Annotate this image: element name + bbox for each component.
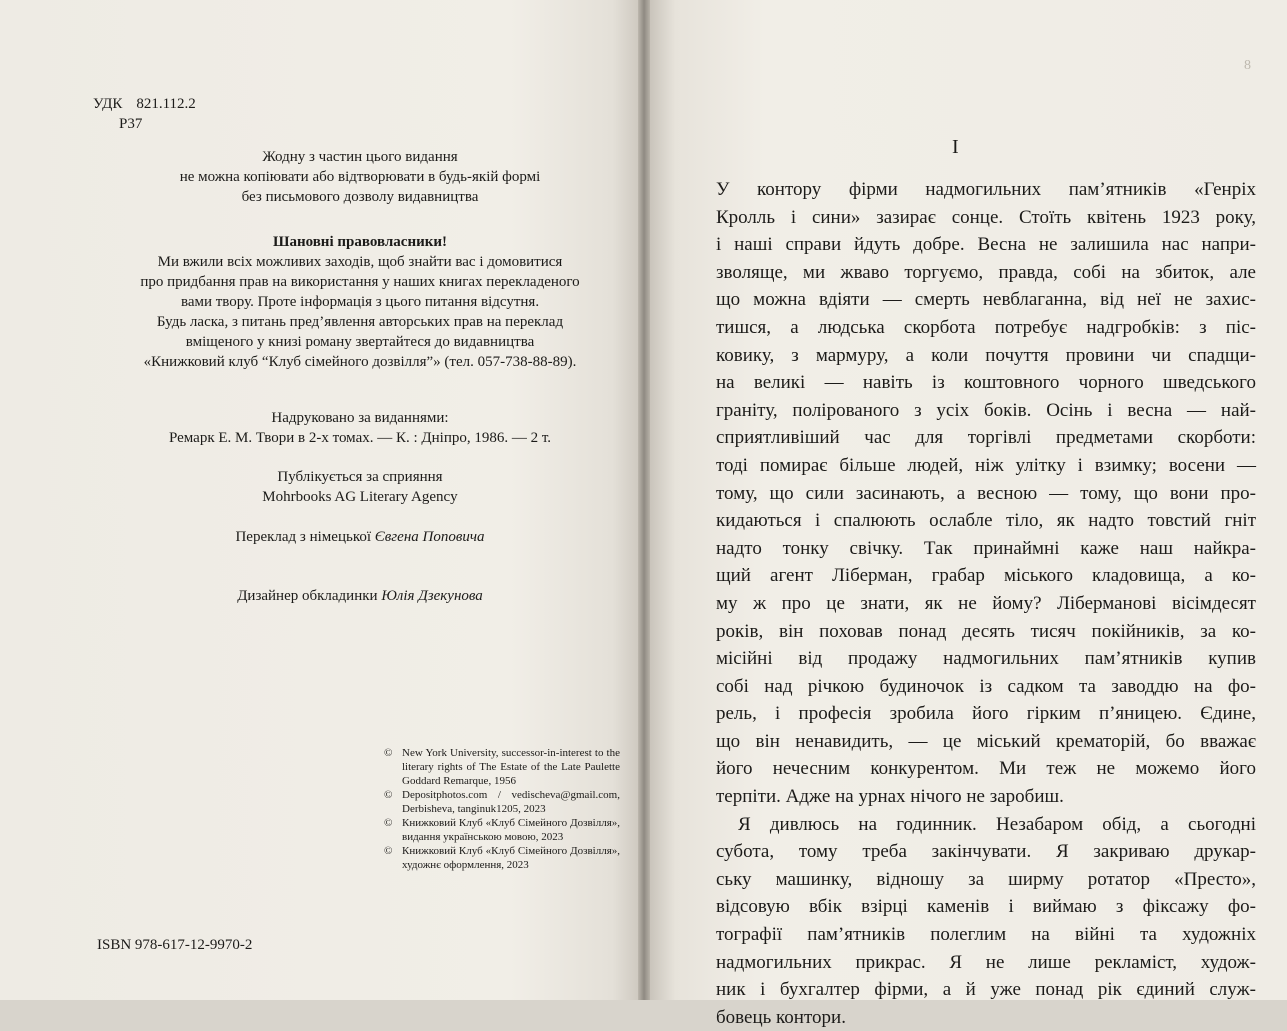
copy-notice-line: не можна копіювати або відтворювати в будь-якій формі — [179, 169, 541, 185]
body-line: тографії пам’ятників полеглим на війні та художніх — [716, 924, 1256, 946]
body-line: бовець контори. — [716, 1006, 846, 1028]
copyright-symbol: © — [384, 817, 393, 829]
translation-label: Переклад з німецької — [235, 529, 372, 545]
body-line: надто тонку свічку. Так принаймні каже наш найкра- — [716, 537, 1256, 559]
published-with-label: Публікується за сприяння — [277, 469, 443, 485]
copy-notice-line: Жодну з частин цього видання — [262, 149, 458, 165]
copy-notice — [90, 147, 630, 207]
book-gutter — [638, 0, 650, 1000]
body-line: Кролль і сини» зазирає сонце. Стоїть квітень 1923 року, — [716, 206, 1256, 228]
body-line: сприятливіший час для торгівлі предметами скорботи: — [716, 427, 1256, 449]
left-page — [0, 0, 638, 1000]
body-line: відсовую вбік взірці каменів і виймаю з фіксажу фо- — [716, 896, 1256, 918]
copyright-item — [384, 788, 620, 816]
body-line: собі над річкою будиночок із садком та заводдю на фо- — [716, 675, 1256, 697]
udk-label: УДК — [93, 96, 123, 112]
copyright-symbol: © — [384, 845, 393, 857]
body-line: місійні від продажу надмогильних пам’ятників купив — [716, 648, 1256, 670]
chapter-body — [716, 176, 1256, 1031]
body-line: Я дивлюсь на годинник. Незабаром обід, а сьогодні — [738, 813, 1256, 835]
body-line: кидаються і спалюють ослабле тіло, як надто товстий гніт — [716, 510, 1256, 532]
designer-credit — [90, 586, 630, 606]
printed-from-source: Ремарк Е. М. Твори в 2-х томах. — К. : Дніпро, 1986. — 2 т. — [168, 430, 552, 446]
rights-holders-notice — [90, 232, 630, 372]
rights-holders-line: «Книжковий клуб “Клуб сімейного дозвілля”» (тел. 057-738-88-89). — [143, 354, 577, 370]
copyright-item — [384, 844, 620, 872]
body-line: ську машинку, відношу за ширму ротатор «Престо», — [716, 868, 1256, 890]
body-line: тоді помирає більше людей, ніж улітку і взимку; восени — — [716, 454, 1256, 476]
copyright-item — [384, 816, 620, 844]
body-line: його нечесним конкурентом. Ми теж не можемо його — [716, 758, 1256, 780]
body-line: що можна вдіяти — смерть невблаганна, від неї не захис- — [716, 289, 1256, 311]
rights-holders-line: Будь ласка, з питань пред’явлення авторських прав на переклад — [156, 314, 564, 330]
body-line: У контору фірми надмогильних пам’ятників «Генріх — [716, 179, 1256, 200]
body-line: зволяще, ми жваво торгуємо, правда, собі на збиток, але — [716, 261, 1256, 283]
copyright-text: New York University, successor-in-interest to the literary rights of The Estate of the Late Paulette Goddard Remarque, 1956 — [402, 747, 620, 787]
body-line: тишся, а людська скорбота потребує надгробків: з піс- — [716, 316, 1256, 338]
body-line: ковику, з мармуру, а коли почуття провини чи спадщи- — [716, 344, 1256, 366]
printed-from-label: Надруковано за виданнями: — [271, 410, 449, 426]
chapter-number: I — [952, 136, 959, 158]
translator-name: Євгена Поповича — [374, 529, 485, 545]
copyright-text: Книжковий Клуб «Клуб Сімейного Дозвілля», видання українською мовою, 2023 — [402, 817, 620, 843]
udk-block — [93, 94, 210, 134]
copyright-symbol: © — [384, 747, 393, 759]
body-line: субота, тому треба закінчувати. Я закриваю друкар- — [716, 841, 1256, 863]
body-line: рель, і професія зробила його гірким п’яницею. Єдине, — [716, 703, 1256, 725]
copyright-symbol: © — [384, 789, 393, 801]
body-line: му ж про це знати, як не йому? Лібермановi вісімдесят — [716, 592, 1256, 614]
printed-from — [90, 408, 630, 448]
isbn: ISBN 978-617-12-9970-2 — [97, 937, 253, 953]
udk-code2: Р37 — [119, 116, 143, 132]
udk-code: 821.112.2 — [136, 96, 196, 112]
rights-holders-line: вами твору. Проте інформація з цього питання відсутня. — [180, 294, 540, 310]
body-line: років, він поховав понад десять тисяч покійників, за ко- — [716, 620, 1256, 642]
body-line: щий агент Ліберман, грабар міського кладовища, а ко- — [716, 565, 1256, 587]
body-line: і наші справи йдуть добре. Весна не залишила нас напри- — [716, 234, 1256, 256]
translation-credit — [90, 527, 630, 547]
body-line: що він ненавидить, — це міський крематорій, бо вважає — [716, 730, 1256, 752]
right-page — [650, 0, 1287, 1028]
copyright-text: Depositphotos.com / vedischeva@gmail.com, Derbisheva, tanginuk1205, 2023 — [402, 789, 620, 815]
copyright-text: Книжковий Клуб «Клуб Сімейного Дозвілля», художнє оформлення, 2023 — [402, 845, 620, 871]
page-number: 8 — [1244, 58, 1251, 73]
published-with — [90, 467, 630, 507]
rights-holders-title: Шановні правовласники! — [272, 234, 448, 250]
body-line: терпіти. Адже на урнах нічого не заробиш. — [716, 786, 1064, 808]
copy-notice-line: без письмового дозволу видавництва — [241, 189, 479, 205]
copyright-item — [384, 746, 620, 788]
body-line: надмогильних прикрас. Я не лише рекламіст, худож- — [716, 951, 1256, 973]
body-line: тому, що сили засинають, а весною — тому, що вони про- — [716, 482, 1256, 504]
designer-label: Дизайнер обкладинки — [237, 588, 378, 604]
copyright-block — [384, 746, 620, 872]
body-line: ник і бухгалтер фірми, а й уже понад рік єдиний служ- — [716, 979, 1256, 1001]
published-with-agency: Mohrbooks AG Literary Agency — [262, 489, 458, 505]
body-line: на великі — навіть із коштовного чорного шведського — [716, 372, 1256, 394]
designer-name: Юлія Дзекунова — [381, 588, 483, 604]
body-line: граніту, полірованого з усіх боків. Осінь і весна — най- — [716, 399, 1256, 421]
rights-holders-line: Ми вжили всіх можливих заходів, щоб знайти вас і домовитися — [157, 254, 563, 270]
rights-holders-line: вміщеного у книзі роману звертайтеся до видавництва — [185, 334, 535, 350]
rights-holders-line: про придбання прав на використання у наших книгах перекладеного — [140, 274, 580, 290]
